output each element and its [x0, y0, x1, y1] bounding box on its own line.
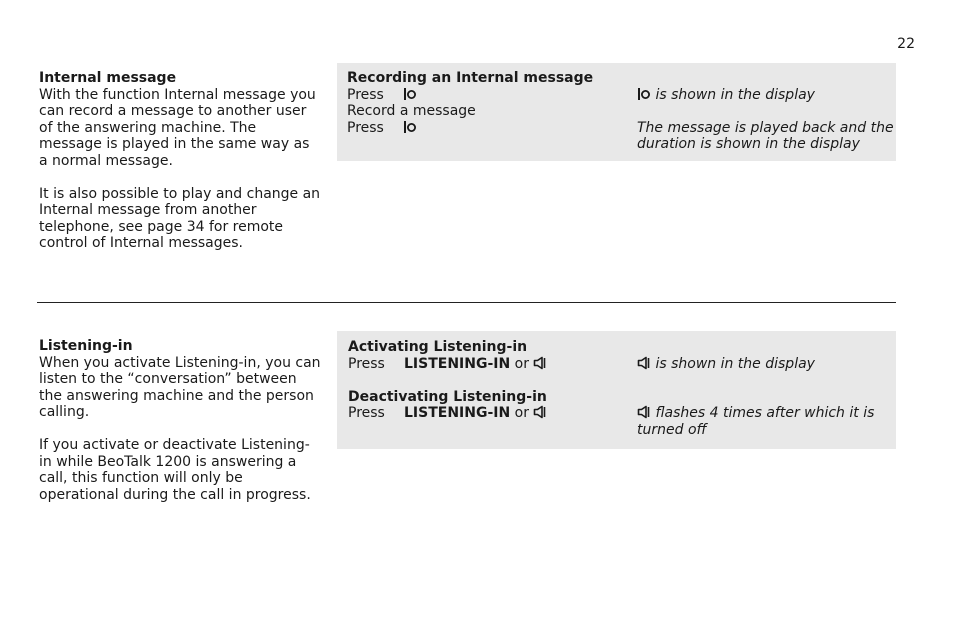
press-row-1 — [347, 87, 892, 104]
recording-internal-message-panel — [337, 63, 896, 161]
or-text: or — [514, 355, 529, 372]
activate-display-note-text: is shown in the display — [655, 355, 815, 372]
or-text: or — [514, 405, 529, 421]
listening-in-heading: Listening-in — [39, 338, 133, 354]
deactivate-key — [404, 405, 547, 422]
press-label: Press — [348, 355, 385, 372]
display-note-1 — [637, 87, 899, 104]
internal-message-heading: Internal message — [39, 70, 177, 86]
speaker-icon — [637, 356, 651, 370]
press-label: Press — [347, 119, 384, 136]
listening-in-para-2: If you activate or deactivate Listening-in while BeoTalk 1200 is answering a call, this function will only be operational during the call in progress. — [39, 437, 311, 503]
internal-message-description — [39, 70, 321, 252]
speaker-icon — [637, 405, 651, 419]
page-number: 22 — [897, 36, 915, 52]
record-row — [347, 103, 892, 120]
internal-message-para-1: With the function Internal message you can record a message to another user of the answering machine. The message is played in the same way as a normal message. — [39, 86, 316, 169]
internal-message-icon — [637, 87, 651, 101]
record-label: Record a message — [347, 103, 476, 119]
speaker-icon — [533, 405, 547, 419]
activate-display-note — [637, 356, 899, 373]
press-row-2 — [347, 119, 894, 152]
internal-message-para-2: It is also possible to play and change an Internal message from another telephone, see page 34 for remote control of Internal messages. — [39, 185, 321, 251]
display-note-1-text: is shown in the display — [655, 86, 815, 103]
recording-internal-message-title: Recording an Internal message — [347, 70, 594, 86]
activate-press-row — [348, 356, 893, 373]
activate-key — [404, 356, 547, 373]
section-divider — [37, 302, 896, 303]
activating-listening-in-title: Activating Listening-in — [348, 339, 528, 355]
internal-message-icon — [403, 87, 417, 104]
spacer-row — [348, 372, 893, 389]
listening-in-para-1: When you activate Listening-in, you can listen to the “conversation” between the answering machine and the person calling. — [39, 354, 321, 420]
press-label: Press — [347, 86, 384, 103]
listening-in-panel — [337, 331, 896, 449]
deactivate-press-row — [348, 405, 893, 438]
listening-in-key: LISTENING-IN — [404, 355, 511, 372]
internal-message-icon — [403, 120, 417, 137]
speaker-icon — [533, 356, 547, 370]
deactivate-display-note — [637, 405, 899, 438]
listening-in-key: LISTENING-IN — [404, 405, 511, 421]
deactivating-listening-in-title: Deactivating Listening-in — [348, 388, 547, 405]
listening-in-description — [39, 338, 321, 503]
deactivate-display-note-text: flashes 4 times after which it is turned off — [637, 405, 875, 438]
press-label: Press — [348, 405, 385, 421]
display-note-2: The message is played back and the duration is shown in the display — [637, 119, 894, 152]
